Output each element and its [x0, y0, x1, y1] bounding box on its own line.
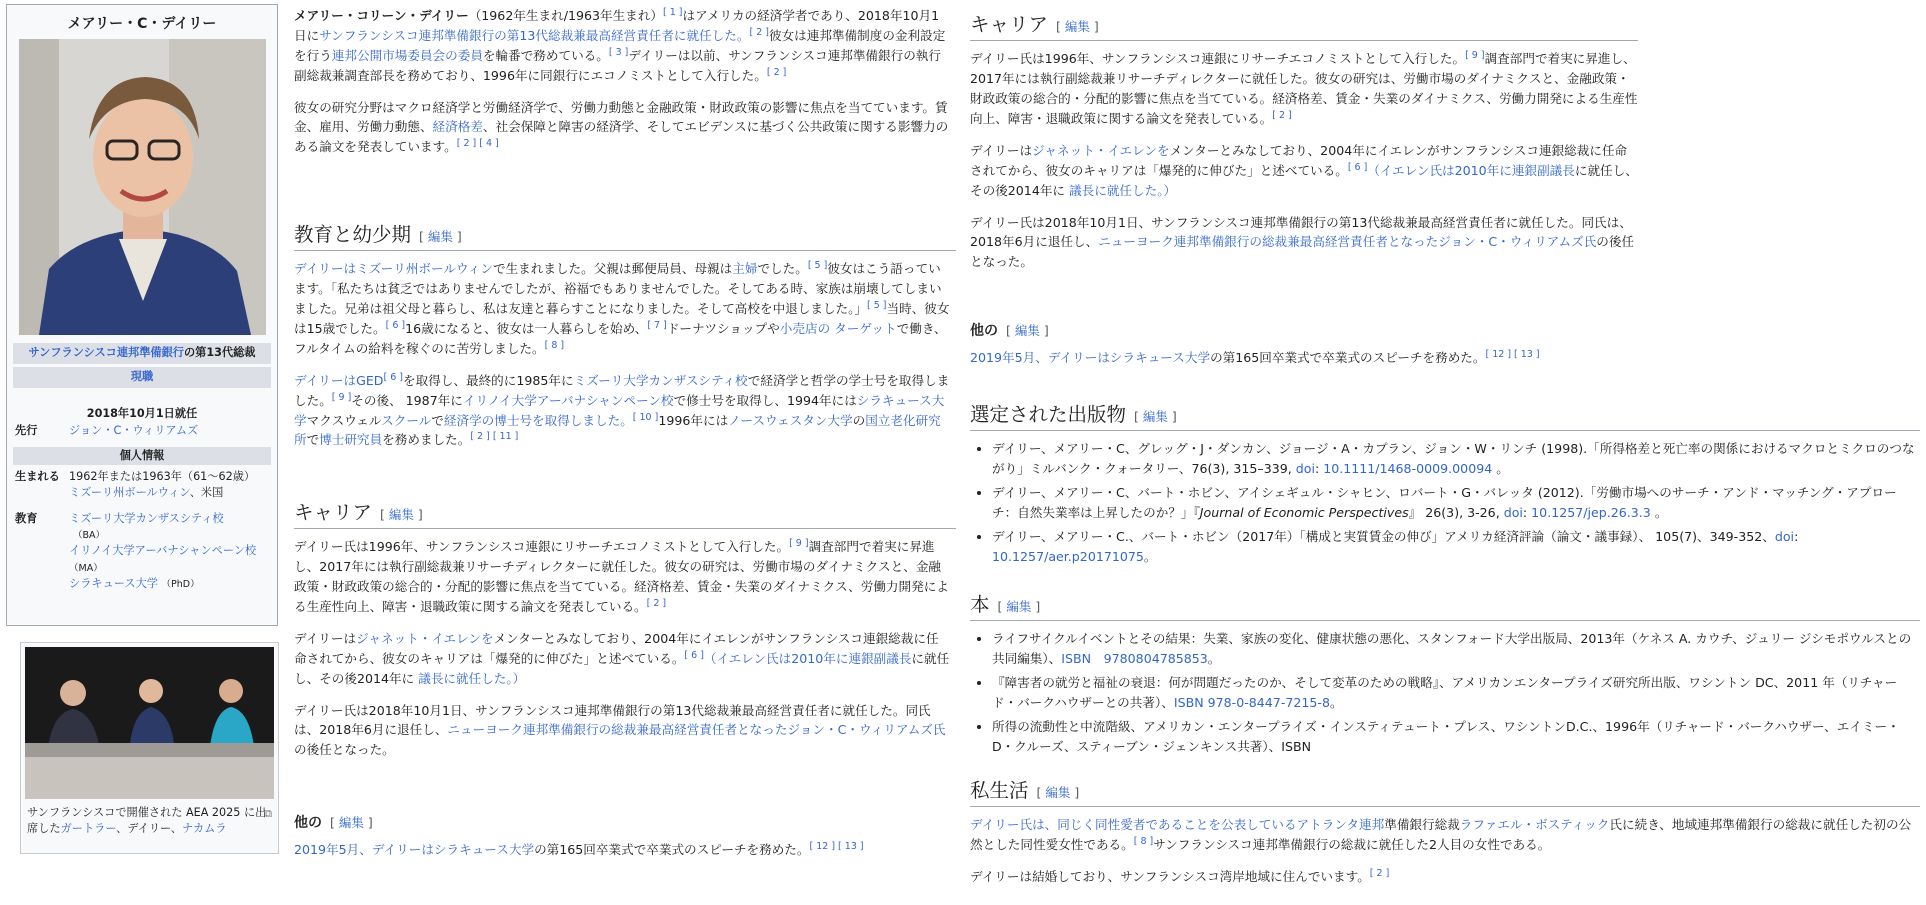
- heading-text: 本: [970, 593, 990, 616]
- uiuc-link[interactable]: イリノイ大学アーバナシャンペーン校: [462, 392, 674, 408]
- edit-word[interactable]: 編集: [427, 229, 453, 244]
- subject-name: メアリー・コリーン・デイリー: [294, 8, 469, 23]
- text-run: デイリー氏は1996年、サンフランシスコ連銀にリサーチエコノミストとして入行した。: [294, 539, 790, 555]
- ref-link[interactable]: [ 9 ]: [331, 391, 352, 403]
- text-run: の後任となった。: [970, 234, 1635, 270]
- text-run: 。: [1329, 695, 1343, 711]
- caption-link-nakamura[interactable]: ナカムラ: [181, 822, 227, 836]
- list-item: • デイリー、メアリー・C、バート・ホビン、アイシェギュル・シャヒン、ロバート・G・バレッタ (2012).「労働市場へのサーチ・アンド・マッチング・アプローチ：自然失業率は上昇したのか？」『Journal of Economic Perspectives』 26(3), 3-26, doi: 10.1257/jep.26.3.3 。: [992, 483, 1920, 523]
- text-run: で生まれました。父親は郵便局員、母親は: [492, 261, 733, 277]
- ref-link[interactable]: [ 12 ] [ 13 ]: [809, 840, 864, 852]
- caption-prefix: サンフランシスコで開催された AEA 2025 に出席した: [27, 806, 267, 836]
- text-run: の: [852, 412, 866, 428]
- target-link[interactable]: 小売店の ターゲット: [779, 321, 897, 337]
- section-heading: [294, 222, 956, 251]
- publications-section: [970, 402, 1920, 571]
- text-run: 氏に続き、地域連邦準備銀行の総裁に就任した初の公然とした同性愛女性である。: [970, 817, 1912, 853]
- other-paragraph: [970, 348, 1638, 368]
- edit-link[interactable]: [ 編集 ]: [997, 599, 1041, 614]
- personal-life-section: [970, 778, 1920, 887]
- subsection-heading: [294, 814, 956, 834]
- isbn-link[interactable]: ISBN 978-0-8447-7215-8: [1173, 695, 1330, 711]
- ref-link[interactable]: [ 7 ]: [647, 319, 667, 331]
- ref-link[interactable]: [ 1 ]: [662, 6, 683, 18]
- edit-word[interactable]: 編集: [1142, 409, 1168, 424]
- books-section: [970, 592, 1920, 761]
- intro-paragraph-1: [294, 6, 950, 86]
- list-item: [992, 629, 1920, 669]
- edit-word[interactable]: 編集: [1006, 599, 1032, 614]
- heading-text: 私生活: [970, 779, 1029, 802]
- ref-link[interactable]: [ 5 ]: [807, 260, 828, 272]
- text-run: デイリーは以前、サンフランシスコ連邦準備銀行の執行副総裁兼調査部長を務めており、1996年に同銀行にエコノミストとして入行した。: [294, 47, 941, 83]
- status-link[interactable]: 現職: [130, 369, 154, 383]
- text-run: 準備銀行総裁: [1384, 817, 1460, 833]
- career-section-left: [294, 500, 956, 760]
- born-label: 生まれる: [15, 470, 60, 483]
- text-run: 調査部門で着実に昇進し、2017年には執行副総裁兼リサーチディレクターに就任した。彼女の研究は、労働市場のダイナミクスと、金融政策・財政政策の総合的・分配的影響に焦点を当てている。経済格差、賃金・失業のダイナミクス、労働力開発による生産性向上、障害・退職政策に関する論文を発表している。: [970, 51, 1638, 127]
- doi-label-link[interactable]: doi: [1774, 528, 1795, 544]
- ref-link[interactable]: [ 8 ]: [1133, 836, 1154, 848]
- born-place-suffix: 、米国: [189, 486, 224, 500]
- heading-text: 選定された出版物: [970, 403, 1127, 426]
- section-heading: [970, 592, 1920, 621]
- ref-link[interactable]: [ 8 ]: [544, 339, 565, 351]
- northwestern-link[interactable]: ノースウェスタン大学: [728, 412, 853, 428]
- born-place-link[interactable]: ミズーリ州ボールウィン: [69, 486, 190, 500]
- fomc-link[interactable]: 連邦公開市場委員会の委員: [331, 47, 483, 63]
- text-run: デイリー、メアリー・C、バート・ホビン、アイシェギュル・シャヒン、ロバート・G・バレッタ (2012).「労働市場へのサーチ・アンド・マッチング・アプローチ：自然失業率は上昇したのか？」『: [992, 485, 1897, 521]
- edit-word[interactable]: 編集: [1064, 19, 1090, 34]
- text-run: 所得の流動性と中流階級、アメリカン・エンタープライズ・インスティテュート・プレス、ワシントンD.C.、1996年（リチャード・バークハウザー、エイミー・D・クルーズ、スティーブン・ジェンキンス共著）、ISBN: [992, 718, 1900, 754]
- text-run: デイリー、メアリー・C、グレッグ・J・ダンカン、ジョージ・A・カプラン、ジョン・W・リンチ (1998).「所得格差と死亡率の関係におけるマクロとミクロのつながり」ミルバンク・クォータリー、76(3), 315–339,: [992, 441, 1915, 477]
- text-run: デイリー、メアリー・C.、バート・ホビン（2017年）「構成と実質賃金の伸び」アメリカ経済評論（論文・議事録）、 105(7)、349-352、: [992, 528, 1775, 544]
- ged-link[interactable]: デイリーはGED: [294, 372, 384, 388]
- career-paragraph-1: [970, 49, 1638, 129]
- ref-link[interactable]: [ 12 ] [ 13 ]: [1485, 348, 1540, 360]
- enlarge-icon[interactable]: ⧉: [264, 807, 272, 820]
- list-item: • デイリー、メアリー・C.、バート・ホビン（2017年）「構成と実質賃金の伸び」アメリカ経済評論（論文・議事録）、 105(7)、349-352、doi: 10.1257/aer.p20171075。: [992, 527, 1920, 567]
- doi-link[interactable]: 10.1257/aer.p20171075: [992, 548, 1144, 564]
- ref-link[interactable]: [ 2 ]: [646, 597, 667, 609]
- text-run: デイリーは: [294, 630, 357, 646]
- syracuse-link[interactable]: シラキュース大学: [294, 392, 945, 428]
- text-run: デイリーは: [970, 142, 1033, 158]
- text-run: 『障害者の就労と福祉の衰退：何が問題だったのか、そして変革のための戦略』、アメリカンエンタープライズ研究所出版、ワシントン DC、2011 年（リチャード・バークハウザーとの共著）、: [992, 675, 1898, 711]
- homemaker-link[interactable]: 主婦: [732, 261, 758, 277]
- heading-text: 教育と幼少期: [294, 223, 412, 246]
- infobox-office: [13, 343, 271, 422]
- text-run: の第165回卒業式で卒業式のスピーチを務めた。: [534, 841, 810, 857]
- caption-link-gertler[interactable]: ガートラー: [60, 822, 117, 836]
- thumbnail-caption: [27, 805, 277, 837]
- text-run: ライフサイクルイベントとその結果：失業、家族の変化、健康状態の悪化、スタンフォード大学出版局、2013年（ケネス A. カウチ、ジュリー ジシモポウルスとの共同編集）、: [992, 631, 1912, 667]
- text-run: の後任となった。: [294, 742, 395, 758]
- caption-mid: 、デイリー、: [116, 822, 182, 836]
- ref-link[interactable]: [ 3 ]: [608, 46, 629, 58]
- atlanta-fed-link[interactable]: デイリー氏は、同じく同性愛者であることを公表しているアトランタ連邦: [970, 817, 1385, 833]
- section-heading: [970, 778, 1920, 807]
- text-run: 16歳になると、彼女は一人暮らしを始め、: [405, 321, 648, 337]
- heading-text: 他の: [970, 323, 998, 339]
- text-run: デイリー氏は2018年10月1日、サンフランシスコ連邦準備銀行の第13代総裁兼最高経営責任者に就任した。同氏は、2018年6月に退任し、: [294, 702, 931, 738]
- text-run: の第165回卒業式で卒業式のスピーチを務めた。: [1210, 349, 1486, 365]
- other-section-right: [970, 322, 1638, 367]
- yellen-link[interactable]: ジャネット・イエレンを: [356, 630, 494, 646]
- vice-chair-link[interactable]: （イエレン氏は2010年に連銀副議長: [703, 650, 912, 666]
- heading-text: キャリア: [970, 13, 1049, 36]
- born-text: 1962年または1963年（61～62歳）: [69, 470, 256, 483]
- text-run: メンターとみなしており、2004年にイエレンがサンフランシスコ連銀総裁に任命されてから、彼女のキャリアは「爆発的に伸びた」と述べている。: [970, 142, 1628, 178]
- ref-link[interactable]: [ 6 ]: [684, 649, 704, 661]
- text-run: 彼女の研究分野はマクロ経済学と労働経済学で、労働力動態と金融政策・財政政策の影響に焦点を当てています。賃金、雇用、労働力動態、: [294, 99, 948, 135]
- edit-word[interactable]: 編集: [1014, 323, 1040, 338]
- education-paragraph-2: [294, 371, 950, 451]
- career-paragraph-3: [970, 213, 1638, 273]
- personal-info-header: 個人情報: [13, 447, 271, 465]
- conference-photo[interactable]: [25, 647, 274, 799]
- doi-label-link[interactable]: doi: [1503, 505, 1523, 521]
- phd-link[interactable]: 経済学の博士号を取得しました。: [443, 412, 633, 428]
- edu-degree-3: （PhD）: [161, 578, 200, 590]
- ref-link[interactable]: [ 6 ]: [383, 371, 404, 383]
- text-run: デイリー氏は2018年10月1日、サンフランシスコ連邦準備銀行の第13代総裁兼最高経営責任者に就任した。同氏は、2018年6月に退任し、: [970, 214, 1632, 250]
- list-item: [992, 717, 1920, 757]
- chair-link[interactable]: 議長に就任した。）: [1069, 182, 1177, 198]
- born-row: [13, 469, 273, 509]
- text-run: 。: [1207, 651, 1221, 667]
- text-run: 当時、彼女は15歳でした。: [294, 301, 950, 337]
- subsection-heading: [970, 322, 1638, 342]
- edit-link[interactable]: [ 編集 ]: [1036, 785, 1080, 800]
- section-heading: [294, 500, 956, 529]
- career-paragraph-1: [294, 537, 950, 617]
- doi-label-link[interactable]: doi: [1295, 461, 1315, 477]
- sf-fed-president-link[interactable]: サンフランシスコ連邦準備銀行の第13代総裁兼最高経営責任者に就任した。: [319, 27, 750, 43]
- edu-degree-1: （BA）: [73, 530, 106, 542]
- list-item: • デイリー、メアリー・C、グレッグ・J・ダンカン、ジョージ・A・カプラン、ジョン・W・リンチ (1998).「所得格差と死亡率の関係におけるマクロとミクロのつながり」ミルバンク・クォータリー、76(3), 315–339, doi: 10.1111/1468-0009.00094 。: [992, 439, 1920, 479]
- section-heading: [970, 402, 1920, 431]
- umkc-link[interactable]: ミズーリ大学カンザスシティ校: [573, 372, 748, 388]
- text-run: で働き、フルタイムの給料を稼ぐのに苦労しました。: [294, 321, 947, 356]
- text-run: で修士号を取得し、1994年には: [673, 392, 857, 408]
- vice-chair-link[interactable]: （イエレン氏は2010年に連銀副議長: [1367, 162, 1575, 178]
- edit-link[interactable]: [ 編集 ]: [1056, 19, 1099, 34]
- section-heading: [970, 12, 1638, 41]
- ref-link[interactable]: [ 10 ]: [632, 411, 659, 423]
- syracuse-speech-link[interactable]: 2019年5月、デイリーはシラキュース大学: [970, 349, 1211, 365]
- text-run: 。: [1496, 461, 1509, 477]
- infobox: [6, 4, 278, 626]
- williams-link[interactable]: ニューヨーク連邦準備銀行の総裁兼最高経営責任者となったジョン・C・ウィリアムズ氏: [447, 722, 946, 738]
- text-run: 、社会保障と障害の経済学、そしてエビデンスに基づく公共政策に関する影響力のある論文を発表しています。: [294, 119, 949, 155]
- infobox-title: メアリー・C・デイリー: [67, 16, 217, 32]
- heading-text: キャリア: [294, 501, 373, 524]
- books-list: [970, 629, 1920, 756]
- text-run: を務めました。: [382, 432, 471, 448]
- edit-link[interactable]: [ 編集 ]: [1134, 409, 1177, 424]
- list-item: [992, 673, 1920, 713]
- ballwin-link[interactable]: デイリーはミズーリ州ボールウィン: [294, 261, 493, 277]
- thumbnail-figure: [20, 642, 279, 854]
- text-run: 。: [1654, 505, 1668, 521]
- text-run: ドーナツショップや: [666, 321, 780, 337]
- inequality-link[interactable]: 経済格差: [432, 119, 483, 135]
- personal-paragraph-2: [970, 867, 1920, 887]
- other-section-left: [294, 814, 956, 859]
- publications-list: [970, 439, 1920, 566]
- heading-text: 他の: [294, 815, 322, 831]
- edit-word[interactable]: 編集: [388, 507, 414, 522]
- text-run: マクスウェル: [306, 412, 382, 428]
- ref-link[interactable]: [ 2 ] [ 4 ]: [456, 138, 499, 150]
- edit-word[interactable]: 編集: [338, 815, 364, 830]
- other-paragraph: [294, 840, 956, 860]
- edu-link-3[interactable]: シラキュース大学: [69, 576, 158, 590]
- text-run: 彼女は連邦準備制度の金利設定を行う: [294, 27, 946, 63]
- text-run: で: [306, 432, 320, 448]
- text-run: デイリー氏は1996年、サンフランシスコ連銀にリサーチエコノミストとして入行した。: [970, 51, 1466, 67]
- education-label: 教育: [15, 512, 38, 525]
- ref-link[interactable]: [ 2 ]: [1369, 867, 1390, 879]
- birth-note: （1962年生まれ/1963年生まれ）: [468, 8, 663, 23]
- personal-paragraph-1: [970, 815, 1920, 855]
- ref-link[interactable]: [ 2 ]: [766, 66, 787, 78]
- text-run: 1996年には: [658, 412, 729, 428]
- career-paragraph-2: [294, 629, 950, 689]
- text-run: 彼女はこう語っています。「私たちは貧乏ではありませんでしたが、裕福でもありませんでした。そしてある時、家族は崩壊してしまいました。兄弟は祖父母と暮らし、私は友達と暮らすことになりました。そして高校を中退しました。」: [294, 261, 942, 317]
- edit-link[interactable]: [ 編集 ]: [380, 507, 423, 522]
- school-link[interactable]: スクール: [381, 412, 432, 428]
- text-run: デイリーは結婚しており、サンフランシスコ湾岸地域に住んでいます。: [970, 869, 1370, 885]
- text-run: でした。: [757, 261, 808, 277]
- predecessor-link[interactable]: ジョン・C・ウィリアムズ: [69, 424, 199, 437]
- ref-link[interactable]: [ 9 ]: [789, 538, 809, 550]
- text-run: で: [431, 412, 444, 428]
- career-paragraph-2: [970, 141, 1638, 201]
- ref-link[interactable]: [ 2 ] [ 11 ]: [470, 431, 519, 443]
- office-suffix: の第13代総裁: [183, 346, 256, 359]
- intro-section: [294, 6, 950, 157]
- text-run: 。: [1143, 548, 1157, 564]
- education-section: [294, 222, 956, 450]
- term-start: 2018年10月1日就任: [86, 406, 198, 420]
- doi-link[interactable]: 10.1111/1468-0009.00094: [1323, 461, 1493, 477]
- bostic-link[interactable]: ラファエル・ボスティック: [1459, 817, 1610, 833]
- career-paragraph-3: [294, 701, 950, 761]
- education-paragraph-1: [294, 259, 950, 358]
- predecessor-label: 先行: [15, 424, 38, 437]
- nia-link[interactable]: 国立老化研究所: [294, 412, 941, 448]
- doi-link[interactable]: 10.1257/jep.26.3.3: [1531, 505, 1651, 521]
- edu-degree-2: （MA）: [69, 562, 103, 574]
- ref-link[interactable]: [ 6 ]: [385, 319, 406, 331]
- portrait-photo[interactable]: [19, 39, 266, 335]
- career-section-right: [970, 12, 1638, 272]
- born-value: [69, 469, 273, 501]
- syracuse-speech-link[interactable]: 2019年5月、デイリーはシラキュース大学: [294, 841, 535, 857]
- edit-word[interactable]: 編集: [1045, 785, 1071, 800]
- ref-link[interactable]: [ 2 ]: [749, 26, 769, 38]
- text-run: 』 26(3), 3-26,: [1408, 505, 1500, 521]
- edit-link[interactable]: [ 編集 ]: [330, 815, 373, 830]
- chair-link[interactable]: 議長に就任した。）: [418, 670, 526, 686]
- ref-link[interactable]: [ 2 ]: [1272, 109, 1292, 121]
- postdoc-link[interactable]: 博士研究員: [319, 432, 383, 448]
- isbn-link[interactable]: ISBN 9780804785853: [1061, 651, 1208, 667]
- education-value: [69, 511, 273, 592]
- edit-link[interactable]: [ 編集 ]: [419, 229, 462, 244]
- edu-link-1[interactable]: ミズーリ大学カンザスシティ校: [69, 512, 224, 525]
- journal-title: Journal of Economic Perspectives: [1199, 505, 1409, 521]
- text-run: を輪番で務めている。: [482, 47, 609, 63]
- text-run: はアメリカの経済学者であり、2018年10月1日に: [294, 8, 940, 43]
- office-link[interactable]: サンフランシスコ連邦準備銀行: [28, 346, 184, 359]
- edu-link-2[interactable]: イリノイ大学アーバナシャンペーン校: [69, 544, 257, 558]
- edit-link[interactable]: [ 編集 ]: [1006, 323, 1049, 338]
- williams-link[interactable]: ニューヨーク連邦準備銀行の総裁兼最高経営責任者となったジョン・C・ウィリアムズ氏: [1098, 234, 1597, 250]
- ref-link[interactable]: [ 5 ]: [867, 299, 887, 311]
- intro-paragraph-2: [294, 98, 950, 158]
- ref-link[interactable]: [ 9 ]: [1465, 50, 1485, 62]
- text-run: メンターとみなしており、2004年にイエレンがサンフランシスコ連銀総裁に任命されてから、彼女のキャリアは「爆発的に伸びた」と述べている。: [294, 630, 939, 666]
- text-run: を取得し、最終的に1985年に: [403, 372, 574, 388]
- predecessor-row: [13, 423, 273, 443]
- text-run: サンフランシスコ連邦準備銀行の総裁に就任した2人目の女性である。: [1153, 837, 1551, 853]
- text-run: 調査部門で着実に昇進し、2017年には執行副総裁兼リサーチディレクターに就任した。彼女の研究は、労働市場のダイナミクスと、金融政策・財政政策の総合的・分配的影響に焦点を当てている。経済格差、賃金・失業のダイナミクス、労働力開発による生産性向上、障害・退職政策に関する論文を発表している。: [294, 539, 949, 615]
- text-run: で経済学と哲学の学士号を取得しました。: [294, 372, 950, 408]
- text-run: その後、 1987年に: [351, 392, 463, 408]
- text-run: に就任し、その後2014年に: [970, 162, 1638, 198]
- ref-link[interactable]: [ 6 ]: [1347, 161, 1368, 173]
- education-row: [13, 511, 273, 621]
- yellen-link[interactable]: ジャネット・イエレンを: [1032, 142, 1170, 158]
- text-run: に就任し、その後2014年に: [294, 650, 950, 686]
